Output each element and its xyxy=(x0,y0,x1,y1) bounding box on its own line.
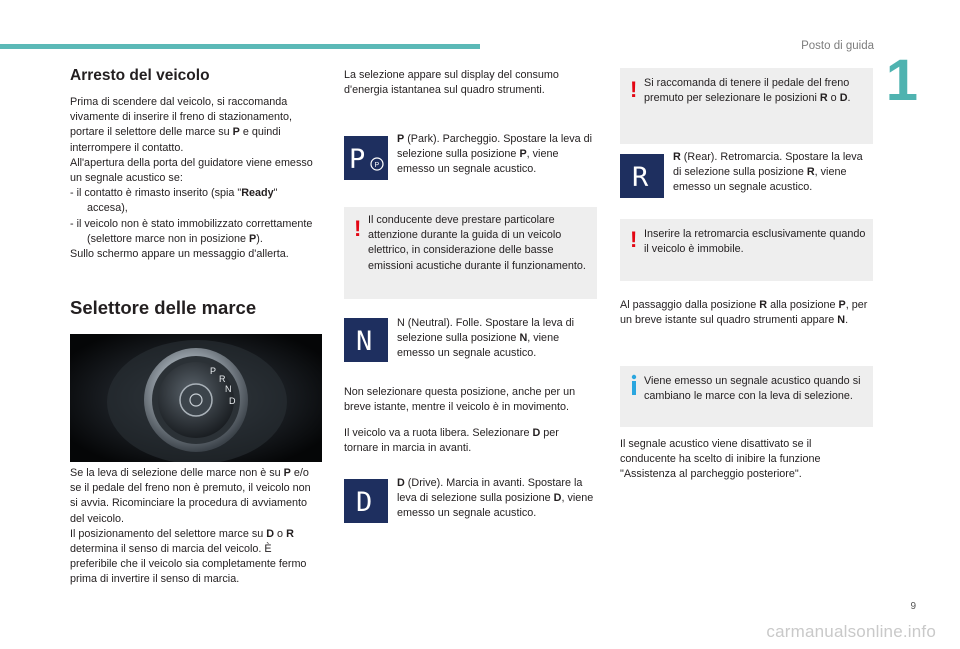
position-change-text: Al passaggio dalla posizione R alla posizione P, per un breve istante sul quadro strumenti appare N. xyxy=(620,299,868,327)
reverse-text: R (Rear). Retromarcia. Spostare la leva di selezione sulla posizione R, viene emesso un segnale acustico. xyxy=(673,151,863,194)
svg-text:P: P xyxy=(374,162,380,169)
warning-text: Il conducente deve prestare particolare attenzione durante la guida di un veicolo elettrico, in considerazione delle basse emissioni acustiche durante il funzionamento. xyxy=(368,214,586,272)
warning-note xyxy=(344,207,597,299)
warning-note xyxy=(620,68,873,144)
dial-letter: R xyxy=(219,374,226,384)
info-note xyxy=(620,366,873,427)
reverse-icon-letter: R xyxy=(632,162,649,193)
park-text: P (Park). Parcheggio. Spostare la leva di selezione sulla posizione P, viene emesso un segnale acustico. xyxy=(397,133,593,176)
neutral-icon xyxy=(344,318,388,362)
display-intro: La selezione appare sul display del consumo d'energia istantanea sul quadro strumenti. xyxy=(344,69,559,97)
drive-icon-letter: D xyxy=(356,487,373,518)
final-text: Il segnale acustico viene disattivato se il conducente ha scelto di inibire la funzione "Assistenza al parcheggio posteriore". xyxy=(620,438,821,481)
selector-section-text xyxy=(70,466,320,588)
warning-text: Inserire la retromarcia esclusivamente quando il veicolo è immobile. xyxy=(644,228,866,256)
warning-icon: ! xyxy=(630,77,638,102)
stop-paragraph-3: Sullo schermo appare un messaggio d'allerta. xyxy=(70,248,289,261)
park-icon-letter: P xyxy=(349,144,366,175)
info-icon xyxy=(628,374,642,396)
stop-title: Arresto del veicolo xyxy=(70,67,210,84)
stop-section-text xyxy=(70,95,320,262)
warning-icon: ! xyxy=(630,227,638,252)
drive-text: D (Drive). Marcia in avanti. Spostare la leva di selezione sulla posizione D, viene emesso un segnale acustico. xyxy=(397,477,594,520)
list-item: - il veicolo non è stato immobilizzato correttamente (selettore marce non in posizione P). xyxy=(70,217,313,245)
free-wheel-text: Il veicolo va a ruota libera. Selezionare D per tornare in marcia in avanti. xyxy=(344,427,559,455)
info-text: Viene emesso un segnale acustico quando si cambiano le marce con la leva di selezione. xyxy=(644,375,861,403)
neutral-icon-letter: N xyxy=(356,326,373,357)
header-accent-bar xyxy=(0,44,480,49)
chapter-number: 1 xyxy=(885,48,918,113)
warning-note xyxy=(620,219,873,281)
page-number: 9 xyxy=(910,601,916,612)
neutral-warning-text: Non selezionare questa posizione, anche per un breve istante, mentre il veicolo è in movimento. xyxy=(344,386,576,414)
dial-letter: D xyxy=(229,396,236,406)
selector-title: Selettore delle marce xyxy=(70,297,257,318)
drive-icon xyxy=(344,479,388,523)
dial-letter: P xyxy=(210,366,217,376)
gear-selector-photo xyxy=(70,334,322,462)
list-item: - il contatto è rimasto inserito (spia "Ready" accesa), xyxy=(70,187,278,215)
dial-letter: N xyxy=(225,384,232,394)
selector-paragraph-2: Il posizionamento del selettore marce su D o R determina il senso di marcia del veicolo. È preferibile che il veicolo sia completamente fermo prima di invertire il senso di marcia. xyxy=(70,527,307,586)
stop-paragraph-1: Prima di scendere dal veicolo, si raccomanda vivamente di inserire il freno di stazionamento, portare il selettore delle marce su P e quindi interrompere il contatto. xyxy=(70,96,293,154)
selector-paragraph-1: Se la leva di selezione delle marce non è su P e/o se il pedale del freno non è premuto, il veicolo non si avvia. Ricominciare la procedura di avviamento del veicolo. xyxy=(70,467,311,525)
stop-paragraph-2: All'apertura della porta del guidatore viene emesso un segnale acustico se: xyxy=(70,156,313,185)
watermark: carmanualsonline.info xyxy=(766,622,936,641)
park-icon xyxy=(344,136,388,180)
warning-icon: ! xyxy=(354,216,362,241)
warning-text: Si raccomanda di tenere il pedale del freno premuto per selezionare le posizioni R o D. xyxy=(644,77,851,105)
section-title: Posto di guida xyxy=(801,40,874,52)
reverse-icon xyxy=(620,154,664,198)
neutral-text: N (Neutral). Folle. Spostare la leva di selezione sulla posizione N, viene emesso un segnale acustico. xyxy=(397,317,575,360)
